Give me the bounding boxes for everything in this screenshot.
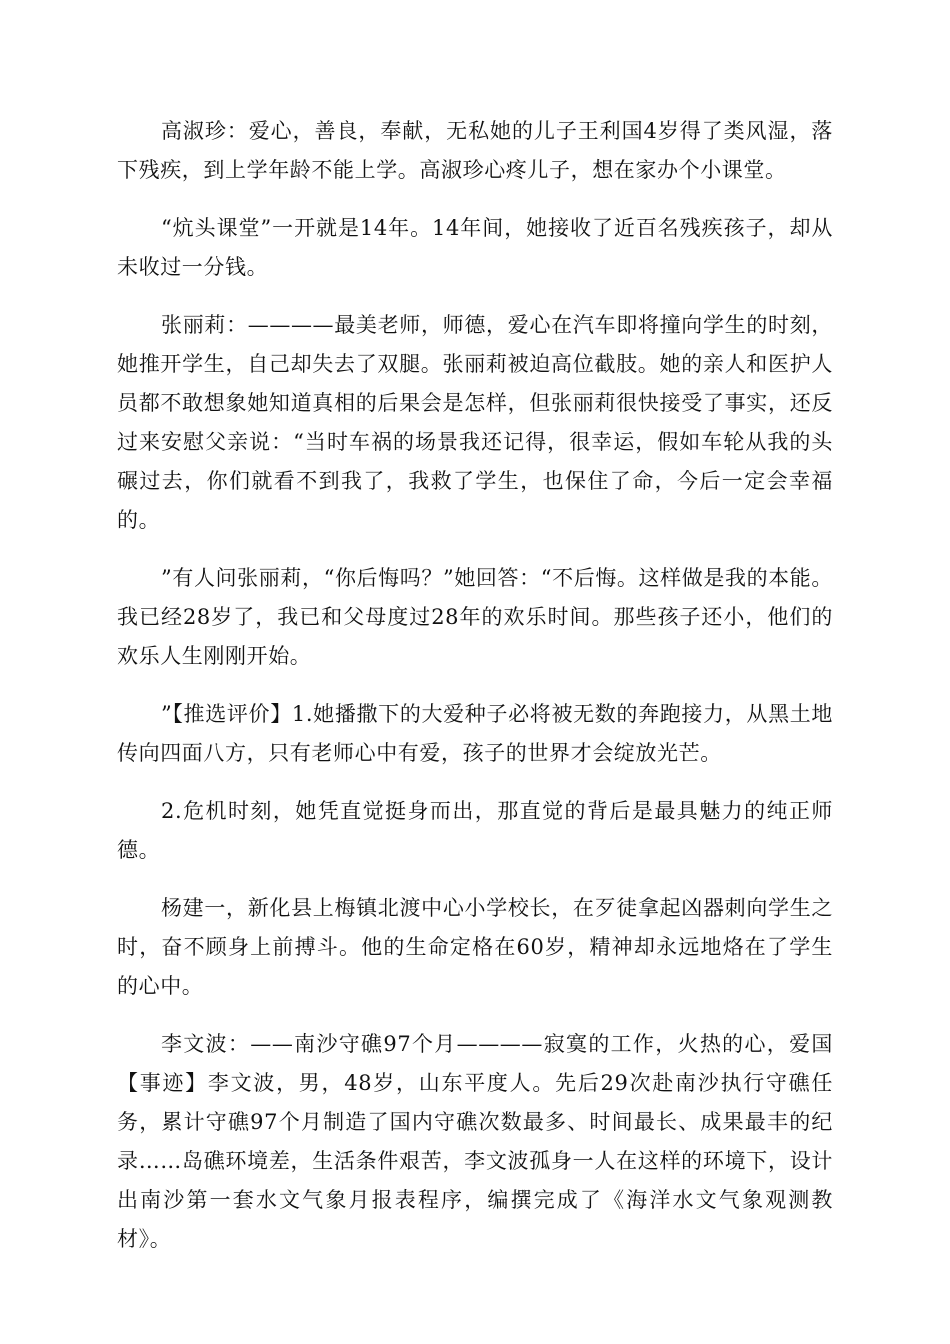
paragraph-zhang-lili-answer: ”有人问张丽莉，“你后悔吗？”她回答：“不后悔。这样做是我的本能。我已经28岁了，我已和父母度过28年的欢乐时间。那些孩子还小，他们的欢乐人生刚刚开始。 (117, 566, 833, 668)
paragraph-evaluation-2: 2.危机时刻，她凭直觉挺身而出，那直觉的背后是最具魅力的纯正师德。 (117, 799, 833, 862)
paragraph-li-wenbo: 李文波：——南沙守礁97个月————寂寞的工作，火热的心，爱国【事迹】李文波，男，48岁，山东平度人。先后29次赴南沙执行守礁任务，累计守礁97个月制造了国内守礁次数最多、时间最长、成果最丰的纪录……岛礁环境差，生活条件艰苦，李文波孤身一人在这样的环境下，设计出南沙第一套水文气象月报表程序，编撰完成了《海洋水文气象观测教材》。 (117, 1032, 833, 1251)
paragraph-zhang-lili: 张丽莉：————最美老师，师德，爱心在汽车即将撞向学生的时刻，她推开学生，自己却失去了双腿。张丽莉被迫高位截肢。她的亲人和医护人员都不敢想象她知道真相的后果会是怎样，但张丽莉很快接受了事实，还反过来安慰父亲说：“当时车祸的场景我还记得，很幸运，假如车轮从我的头碾过去，你们就看不到我了，我救了学生，也保住了命，今后一定会幸福的。 (117, 313, 833, 532)
paragraph-gao-shuzhen: 高淑珍：爱心，善良，奉献，无私她的儿子王利国4岁得了类风湿，落下残疾，到上学年龄不能上学。高淑珍心疼儿子，想在家办个小课堂。 (117, 119, 833, 182)
paragraph-kangtou-classroom: “炕头课堂”一开就是14年。14年间，她接收了近百名残疾孩子，却从未收过一分钱。 (117, 216, 833, 279)
document-body (117, 112, 833, 1278)
paragraph-yang-jianyi: 杨建一，新化县上梅镇北渡中心小学校长，在歹徒拿起凶器刺向学生之时，奋不顾身上前搏斗。他的生命定格在60岁，精神却永远地烙在了学生的心中。 (117, 896, 833, 998)
paragraph-evaluation-1: ”【推选评价】1.她播撒下的大爱种子必将被无数的奔跑接力，从黑土地传向四面八方，只有老师心中有爱，孩子的世界才会绽放光芒。 (117, 702, 833, 765)
